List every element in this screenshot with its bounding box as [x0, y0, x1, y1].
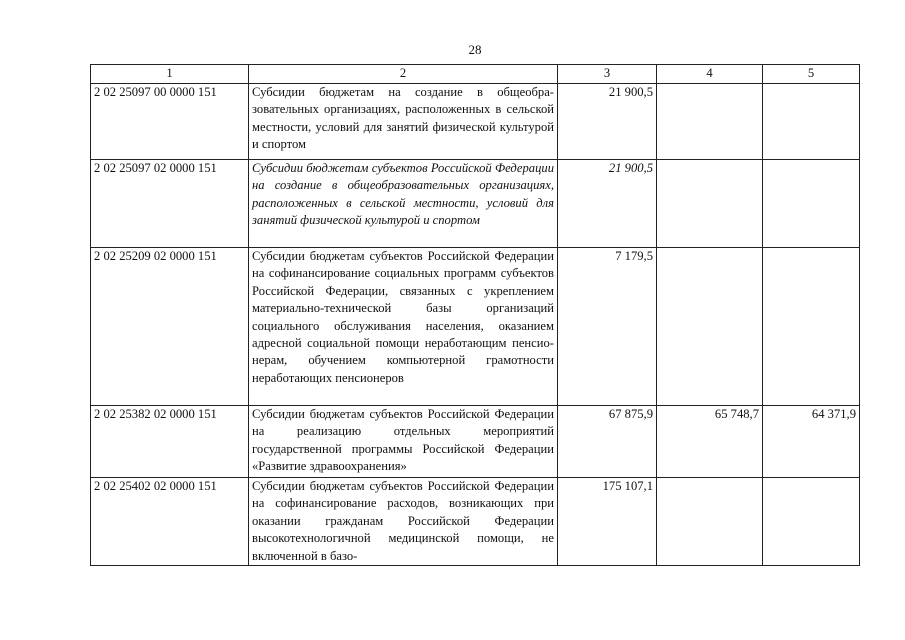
header-col-1: 1 [91, 65, 249, 84]
item-name-cell: Субсидии бюджетам субъектов Российской Федерации на софинансирование расходов, возникающих при оказании гражданам Российской Федерации высокотехнологичной медицинской помощи, не включенной в базо- [249, 478, 558, 566]
header-row [91, 65, 860, 84]
amount-col4-cell [657, 248, 763, 406]
amount-col5-cell [763, 84, 860, 160]
page-number: 28 [468, 42, 482, 57]
amount-col4-cell [657, 160, 763, 248]
amount-col3-cell: 7 179,5 [558, 248, 657, 406]
amount-col3-cell: 175 107,1 [558, 478, 657, 566]
budget-code-cell: 2 02 25097 00 0000 151 [91, 84, 249, 160]
budget-table [90, 64, 860, 566]
amount-col5-cell [763, 160, 860, 248]
table-row [91, 248, 860, 406]
amount-col4-cell: 65 748,7 [657, 406, 763, 478]
amount-col4-cell [657, 84, 763, 160]
budget-code-cell: 2 02 25382 02 0000 151 [91, 406, 249, 478]
amount-col4-cell [657, 478, 763, 566]
table-row [91, 84, 860, 160]
header-col-4: 4 [657, 65, 763, 84]
item-name-cell: Субсидии бюджетам субъектов Российской Федерации на реализацию отдельных мероприятий государственной программы Российской Федерации «Развитие здравоохранения» [249, 406, 558, 478]
header-col-5: 5 [763, 65, 860, 84]
budget-code-cell: 2 02 25097 02 0000 151 [91, 160, 249, 248]
item-name-cell: Субсидии бюджетам субъектов Российской Федерации на софинансирование социальных программ субъектов Российской Федерации, связанных с укреплением материально-технической базы организаций социального обслуживания населения, оказанием адресной социальной помощи неработающим пенсионерам, обучением компьютерной грамотности неработающих пенсионеров [249, 248, 558, 406]
amount-col5-cell [763, 248, 860, 406]
table-row [91, 406, 860, 478]
item-name-cell: Субсидии бюджетам субъектов Российской Федерации на создание в общеобразовательных организациях, расположенных в сельской местности, условий для занятий физической культурой и спортом [249, 160, 558, 248]
budget-code-cell: 2 02 25209 02 0000 151 [91, 248, 249, 406]
header-col-3: 3 [558, 65, 657, 84]
amount-col3-cell: 67 875,9 [558, 406, 657, 478]
amount-col3-cell: 21 900,5 [558, 84, 657, 160]
amount-col3-cell: 21 900,5 [558, 160, 657, 248]
item-name-cell: Субсидии бюджетам на создание в общеобразовательных организациях, расположенных в сельской местности, условий для занятий физической культурой и спортом [249, 84, 558, 160]
budget-code-cell: 2 02 25402 02 0000 151 [91, 478, 249, 566]
table-row [91, 478, 860, 566]
amount-col5-cell [763, 478, 860, 566]
header-col-2: 2 [249, 65, 558, 84]
table-row [91, 160, 860, 248]
amount-col5-cell: 64 371,9 [763, 406, 860, 478]
